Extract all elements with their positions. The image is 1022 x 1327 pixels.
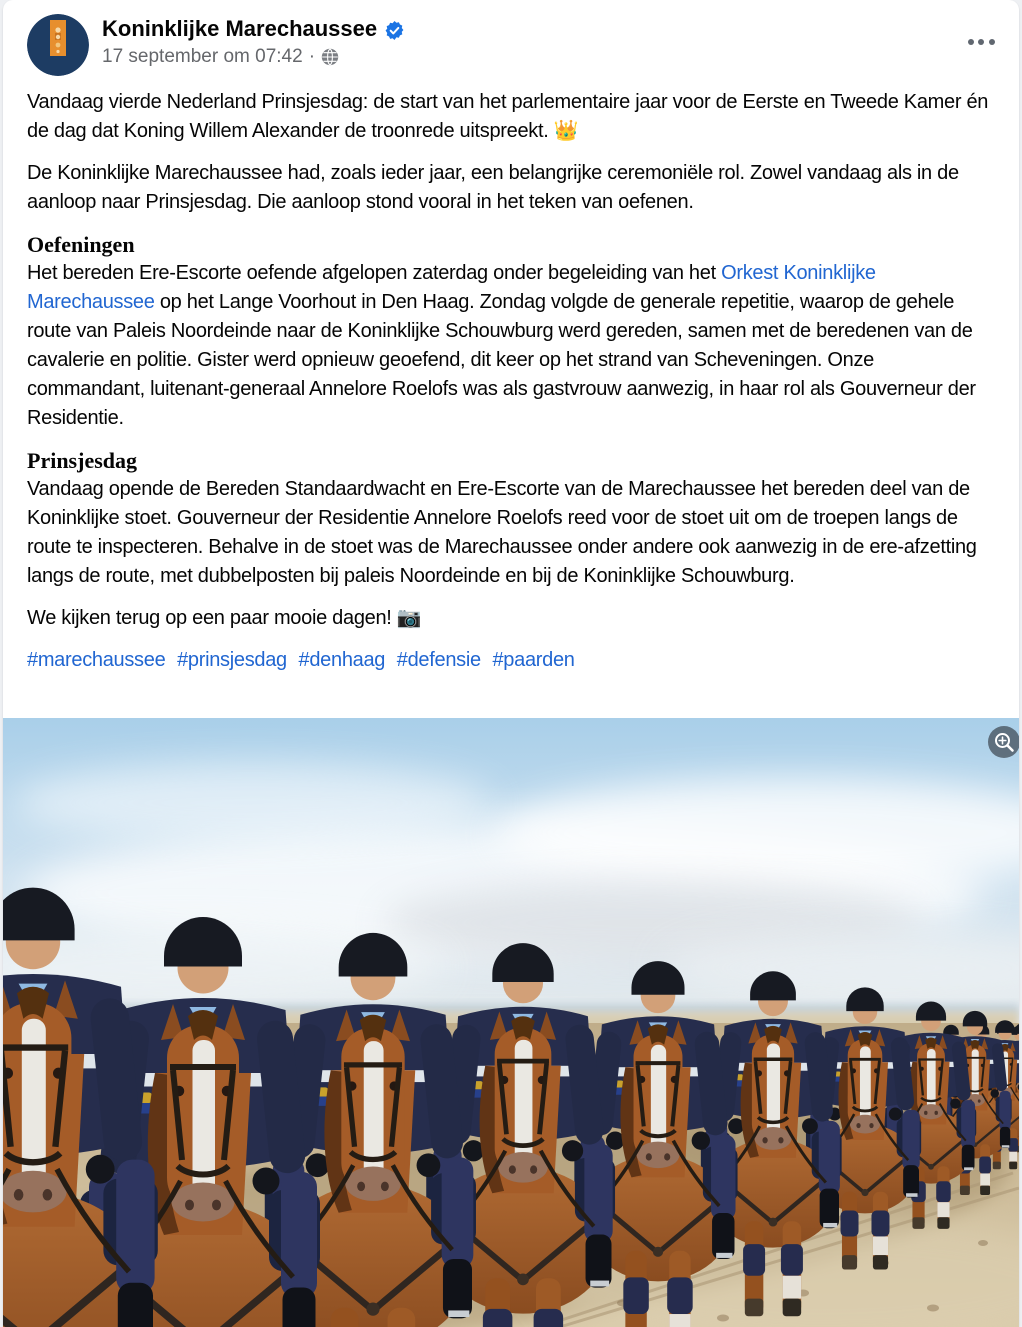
photo-zoom-button[interactable] [988,726,1019,758]
dot-icon [989,39,995,45]
post-closing-line: We kijken terug op een paar mooie dagen! 📷 [27,607,422,629]
hashtag-link[interactable]: #defensie [396,649,481,671]
post-photo[interactable] [3,718,1019,1327]
orkest-page-link[interactable]: Orkest Koninklijke Marechaussee [27,262,876,313]
hashtag-link[interactable]: #marechaussee [27,649,166,671]
timestamp-separator: · [308,46,316,67]
post-section-prinsjesdag [27,446,995,591]
post-text [3,76,1019,675]
text-after-link: op het Lange Voorhout in Den Haag. Zondag volgde de generale repetitie, waarop de gehele route van Paleis Noordeinde naar de Koninklijke Schouwburg werd gereden, samen met de beredenen van de cavalerie en politie. Gister werd opnieuw geoefend, dit keer op het strand van Scheveningen. Onze commandant, luitenant-generaal Annelore Roelofs was als gastvrouw aanwezig, in haar rol als Gouverneur der Residentie. [27,291,976,429]
globe-icon [321,48,339,66]
section-paragraph [27,259,995,433]
section-paragraph: Vandaag opende de Bereden Standaardwacht en Ere-Escorte van de Marechaussee het bereden deel van de Koninklijke stoet. Gouverneur der Residentie Annelore Roelofs reed voor de stoet uit om de troepen langs de route te inspecteren. Behalve in de stoet was de Marechaussee onder andere ook aanwezig in de ere-afzetting langs de route, met dubbelposten bij paleis Noordeinde en bij de Koninklijke Schouwburg. [27,478,977,587]
hashtag-row [27,646,995,675]
post-paragraph-1: Vandaag vierde Nederland Prinsjesdag: de start van het parlementaire jaar voor de Eerste en Tweede Kamer én de dag dat Koning Willem Alexander de troonrede uitspreekt. 👑 [27,91,989,142]
post-options-button[interactable] [959,20,1003,64]
post-header [3,0,1019,76]
dot-icon [978,39,984,45]
page-avatar[interactable] [27,14,89,76]
post-paragraph-2: De Koninklijke Marechaussee had, zoals ieder jaar, een belangrijke ceremoniële rol. Zowel vandaag als in de aanloop naar Prinsjesdag. Die aanloop stond vooral in het teken van oefenen. [27,162,959,213]
hashtag-link[interactable]: #paarden [492,649,575,671]
post-timestamp[interactable]: 17 september om 07:42 [102,46,303,67]
page-name[interactable]: Koninklijke Marechaussee [102,16,378,41]
post-upper-area [3,0,1019,718]
section-heading: Prinsjesdag [27,448,137,473]
hashtag-link[interactable]: #denhaag [298,649,386,671]
section-heading: Oefeningen [27,232,135,257]
verified-badge-icon [384,20,405,41]
text-before-link: Het bereden Ere-Escorte oefende afgelopen zaterdag onder begeleiding van het [27,262,722,284]
marechaussee-logo-icon [27,14,89,76]
dot-icon [968,39,974,45]
post-section-oefeningen [27,230,995,433]
header-text [102,14,959,68]
facebook-post-card [3,0,1019,1327]
hashtag-link[interactable]: #prinsjesdag [177,649,287,671]
